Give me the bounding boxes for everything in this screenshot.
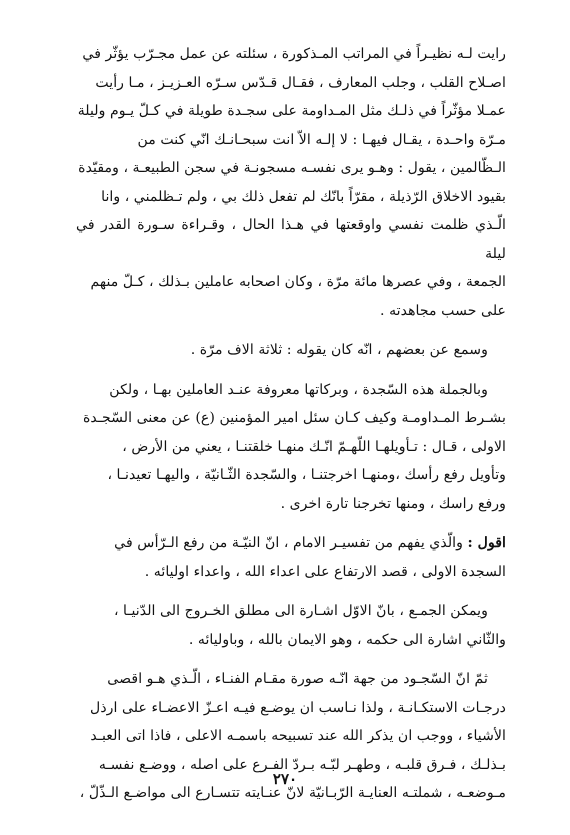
- text-line: عمـلا مؤثّراً في ذلـك مثل المـداومة على سجـدة طويلة في كـلّ يـوم وليلة: [77, 103, 506, 119]
- text-line: بـذلـك ، فـرق قلبـه ، وطهـر لبّـه بـردّ الفـرع على اصله ، ووضـع نفسـه: [98, 756, 506, 773]
- page-number: ٢٧٠: [272, 770, 298, 788]
- text-line: والثّاني اشارة الى حكمه ، وهو الايمان بالله ، وباوليائه .: [188, 631, 506, 648]
- text-line: الاولى ، قـال : تـأويلهـا اللّهـمّ انّـك منهـا خلقتنـا ، يعني من الأرض ،: [122, 438, 506, 455]
- text-line: درجـات الاستكـانـة ، ولذا نـاسب ان يوضـع فيـه اعـزّ الاعضـاء على ارذل: [90, 699, 506, 716]
- text-line: ورفع راسك ، ومنها تخرجنا تارة اخرى .: [280, 495, 506, 512]
- paragraph-3: [76, 376, 506, 519]
- paragraph-1: [76, 40, 506, 325]
- text-line: الأشياء ، ووجب ان يذكر الله عند تسبيحه باسمـه الاعلى ، فاذا اتى العبـد: [90, 728, 506, 744]
- paragraph-4: [76, 529, 506, 586]
- text-line: مـرّة واحـدة ، يقـال فيهـا : لا إلـه الاّ انت سبحـانـك انّي كنت من: [137, 131, 506, 148]
- text-line: وتأويل رفع رأسك ،ومنهـا اخرجتنـا ، والسّجدة الثّـانيّة ، واليهـا تعيدنـا ،: [107, 467, 506, 483]
- paragraph-5: [76, 597, 506, 654]
- text-line: وسمع عن بعضهم ، انّه كان يقوله : ثلاثة الاف مرّة .: [190, 342, 488, 358]
- text-line: مـوضعـه ، شملتـه العنايـة الرّبـانيّة لانّ عنـايته تتسـارع الى مواضـع الـذّلّ ،: [79, 785, 506, 801]
- text-line: والّذي يفهم من تفسيـر الامام ، انّ النيّـة من رفع الـرّأس في: [114, 535, 468, 551]
- text-line: ثمّ انّ السّجـود من جهة انّـه صورة مقـام الفنـاء ، الّـذي هـو اقصى: [107, 671, 488, 687]
- text-line: رايت لـه نظيـراً في المراتب المـذكورة ، سئلته عن عمل مجـرّب يؤثّر في: [82, 46, 506, 62]
- text-line: وبالجملة هذه السّجدة ، وبركاتها معروفة عنـد العاملين بهـا ، ولكن: [109, 381, 488, 398]
- text-line: بشـرط المـداومـة وكيف كـان سئل امير المؤمنين (ع) عن معنى السّجـدة: [82, 410, 506, 426]
- text-line: الـظّالمين ، يقول : وهـو يرى نفسـه مسجونـة في سجن الطبيعـة ، ومقيّدة: [78, 160, 506, 176]
- text-line: بقيود الاخلاق الرّذيلة ، مقرّاً بانّك لم تفعل ذلك بي ، ولم تـظلمني ، وانا: [101, 188, 506, 205]
- text-line: الجمعة ، وفي عصرها مائة مرّة ، وكان اصحابه عاملين بـذلك ، كـلّ منهم: [90, 274, 506, 290]
- text-line: اصـلاح القلب ، وجلب المعارف ، فقـال قـدّس سـرّه العـزيـز ، مـا رأيت: [95, 74, 506, 91]
- text-line: ويمكن الجمـع ، بانّ الاوّل اشـارة الى مطلق الخـروج الى الدّنيـا ،: [113, 603, 488, 619]
- text-line: الّـذي ظلمت نفسي واوقعتها في هـذا الحال ، وقـراءة سـورة القدر في ليلة: [76, 217, 506, 262]
- paragraph-2: [76, 336, 506, 365]
- paragraph-lead: اقول :: [467, 535, 506, 551]
- text-line: على حسب مجاهدته .: [380, 302, 506, 319]
- text-line: السجدة الاولى ، قصد الارتفاع على اعداء الله ، واعداء اوليائه .: [144, 563, 506, 580]
- page-body: [76, 40, 506, 808]
